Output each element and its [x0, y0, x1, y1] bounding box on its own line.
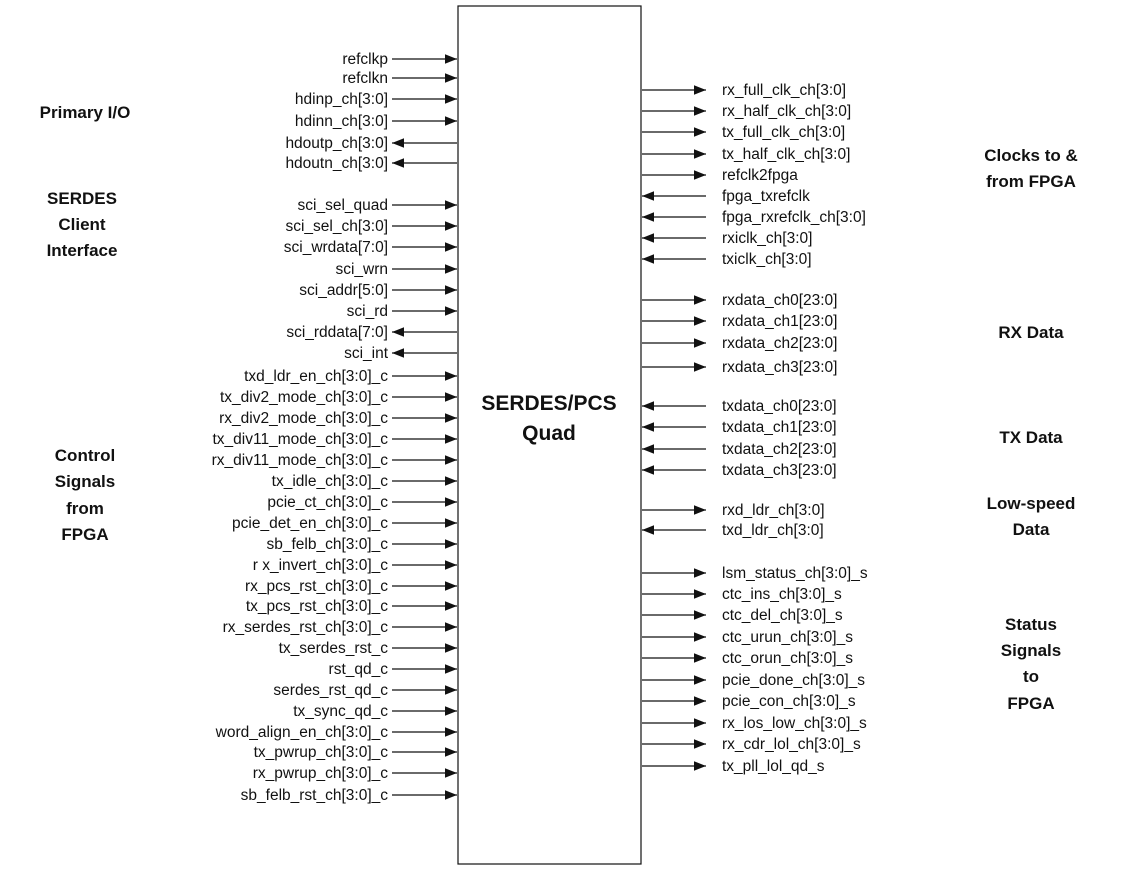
group-label-line: Signals — [54, 472, 116, 491]
left-signal-label: sci_sel_quad — [297, 197, 388, 214]
right-signal-label: rx_half_clk_ch[3:0] — [722, 103, 852, 120]
right-signal-label: tx_full_clk_ch[3:0] — [722, 124, 846, 141]
left-signal-label: tx_div2_mode_ch[3:0]_c — [219, 389, 388, 406]
right-signal-label: rxiclk_ch[3:0] — [722, 230, 813, 247]
right-signal-label: rxd_ldr_ch[3:0] — [722, 502, 825, 519]
group-label-line: FPGA — [61, 525, 109, 544]
right-signal-label: ctc_del_ch[3:0]_s — [722, 607, 843, 624]
left-signal-label: rx_pcs_rst_ch[3:0]_c — [244, 578, 388, 595]
group-rx-data — [998, 323, 1064, 342]
left-signal-label: rx_div11_mode_ch[3:0]_c — [211, 452, 388, 469]
group-label-line: SERDES — [47, 189, 117, 208]
right-signal-label: rxdata_ch0[23:0] — [722, 292, 838, 309]
left-signal-label: hdinn_ch[3:0] — [294, 113, 388, 130]
right-signal-label: txdata_ch0[23:0] — [722, 398, 837, 415]
left-signal-label: tx_sync_qd_c — [293, 703, 388, 720]
right-signal-label: rxdata_ch2[23:0] — [722, 335, 838, 352]
left-signal-label: serdes_rst_qd_c — [273, 682, 388, 699]
group-label-line: Status — [1005, 615, 1057, 634]
right-signal-label: ctc_orun_ch[3:0]_s — [722, 650, 853, 667]
left-signal-label: sci_sel_ch[3:0] — [285, 218, 388, 235]
left-signal-label: rx_div2_mode_ch[3:0]_c — [219, 410, 388, 427]
left-signal-label: hdoutn_ch[3:0] — [285, 155, 388, 172]
left-signal-label: sb_felb_rst_ch[3:0]_c — [240, 787, 388, 804]
left-signal-label: rx_pwrup_ch[3:0]_c — [252, 765, 388, 782]
group-low-speed-data — [987, 494, 1076, 539]
left-signal-label: r x_invert_ch[3:0]_c — [252, 557, 388, 574]
left-signal-label: tx_idle_ch[3:0]_c — [271, 473, 388, 490]
group-label-line: Control — [54, 446, 116, 465]
group-label-line: Clocks to & — [984, 146, 1078, 165]
right-signal-label: tx_pll_lol_qd_s — [722, 758, 825, 775]
left-signal-label: pcie_det_en_ch[3:0]_c — [232, 515, 388, 532]
group-label-line: Data — [1012, 520, 1050, 539]
group-serdes-client-interface — [47, 189, 118, 260]
right-signal-label: txdata_ch1[23:0] — [722, 419, 837, 436]
right-signal-label: ctc_urun_ch[3:0]_s — [722, 629, 853, 646]
left-signal-label: rx_serdes_rst_ch[3:0]_c — [222, 619, 388, 636]
right-signal-label: pcie_con_ch[3:0]_s — [722, 693, 856, 710]
group-label-line: RX Data — [998, 323, 1064, 342]
right-signal-label: pcie_done_ch[3:0]_s — [722, 672, 866, 689]
left-signal-label: sb_felb_ch[3:0]_c — [266, 536, 388, 553]
left-signal-list — [212, 51, 457, 804]
left-signal-label: hdoutp_ch[3:0] — [285, 135, 388, 152]
group-primary-io — [40, 103, 131, 122]
right-signal-label: txiclk_ch[3:0] — [722, 251, 812, 268]
left-signal-label: rst_qd_c — [328, 661, 388, 678]
right-signal-label: tx_half_clk_ch[3:0] — [722, 146, 851, 163]
left-signal-label: sci_int — [344, 345, 388, 362]
right-signal-label: rxdata_ch3[23:0] — [722, 359, 838, 376]
group-label-line: Low-speed — [986, 494, 1076, 513]
right-signal-label: txd_ldr_ch[3:0] — [722, 522, 824, 539]
left-signal-label: sci_rddata[7:0] — [286, 324, 388, 341]
group-status-signals — [1001, 615, 1061, 713]
left-signal-label: word_align_en_ch[3:0]_c — [215, 724, 388, 741]
block-title-line-2: Quad — [522, 422, 576, 445]
right-signal-label: rx_full_clk_ch[3:0] — [722, 82, 847, 99]
group-label-line: TX Data — [999, 428, 1063, 447]
right-signal-label: refclk2fpga — [722, 167, 798, 184]
right-signal-label: ctc_ins_ch[3:0]_s — [722, 586, 842, 603]
right-signal-label: rx_cdr_lol_ch[3:0]_s — [722, 736, 861, 753]
group-label-line: from FPGA — [986, 172, 1076, 191]
left-signal-label: tx_pcs_rst_ch[3:0]_c — [245, 598, 388, 615]
group-label-line: to — [1022, 667, 1040, 686]
right-signal-label: lsm_status_ch[3:0]_s — [722, 565, 868, 582]
left-signal-label: pcie_ct_ch[3:0]_c — [267, 494, 388, 511]
right-signal-list — [642, 82, 868, 775]
left-signal-label: refclkn — [342, 70, 388, 87]
left-signal-label: sci_addr[5:0] — [299, 282, 388, 299]
group-clocks — [984, 146, 1078, 191]
group-label-line: Primary I/O — [39, 103, 131, 122]
group-label-line: Interface — [46, 241, 118, 260]
group-label-line: FPGA — [1007, 694, 1055, 713]
block-title-line-1: SERDES/PCS — [481, 392, 617, 415]
right-signal-label: txdata_ch3[23:0] — [722, 462, 837, 479]
left-signal-label: sci_rd — [346, 303, 388, 320]
group-label-line: Client — [58, 215, 106, 234]
left-signal-label: tx_serdes_rst_c — [278, 640, 388, 657]
group-control-signals — [55, 446, 115, 544]
left-signal-label: tx_div11_mode_ch[3:0]_c — [212, 431, 388, 448]
left-signal-label: tx_pwrup_ch[3:0]_c — [253, 744, 388, 761]
left-signal-label: sci_wrdata[7:0] — [283, 239, 388, 256]
group-label-line: Signals — [1000, 641, 1062, 660]
left-signal-label: sci_wrn — [335, 261, 388, 278]
right-signal-label: rx_los_low_ch[3:0]_s — [722, 715, 867, 732]
right-signal-label: fpga_rxrefclk_ch[3:0] — [722, 209, 866, 226]
group-label-line: from — [66, 499, 104, 518]
right-signal-label: fpga_txrefclk — [722, 188, 810, 205]
left-signal-label: refclkp — [342, 51, 388, 68]
right-signal-label: txdata_ch2[23:0] — [722, 441, 837, 458]
left-signal-label: hdinp_ch[3:0] — [294, 91, 388, 108]
left-signal-label: txd_ldr_en_ch[3:0]_c — [244, 368, 388, 385]
group-tx-data — [999, 428, 1063, 447]
right-signal-label: rxdata_ch1[23:0] — [722, 313, 838, 330]
